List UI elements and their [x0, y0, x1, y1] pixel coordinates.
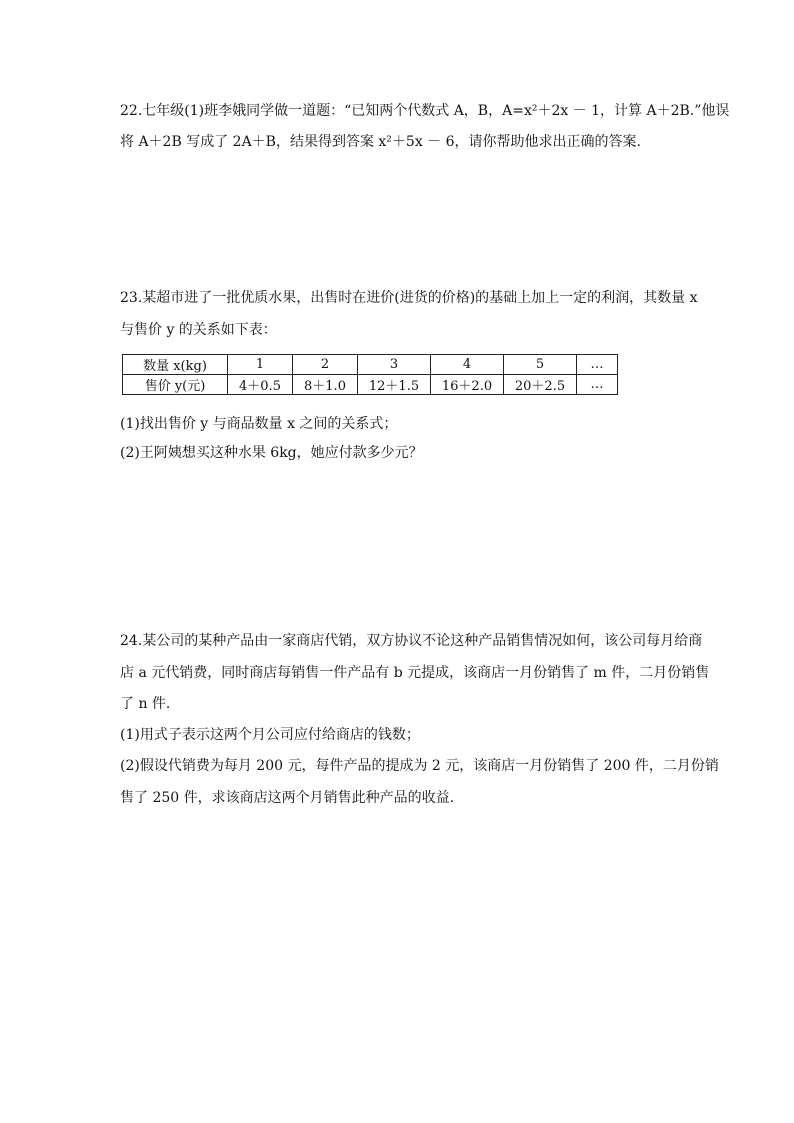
q24-part-2-line-1: (2)假设代销费为每月 200 元，每件产品的提成为 2 元，该商店一月份销售了 200 件，二月份销 [120, 758, 719, 774]
table-row [123, 375, 618, 395]
q22-line-2: 将 A＋2B 写成了 2A＋B，结果得到答案 x²＋5x － 6，请你帮助他求出正确的答案. [120, 134, 641, 150]
table-cell: 4 [431, 355, 504, 375]
table-cell: 数量 x(kg) [123, 355, 228, 375]
table-row [123, 355, 618, 375]
table-cell: 2 [293, 355, 358, 375]
table-cell: 16＋2.0 [431, 375, 504, 395]
q23-part-1: (1)找出售价 y 与商品数量 x 之间的关系式； [120, 416, 398, 432]
table-cell: 1 [228, 355, 293, 375]
q24-part-1: (1)用式子表示这两个月公司应付给商店的钱数； [120, 727, 420, 743]
table-cell: 3 [358, 355, 431, 375]
q24-line-2: 店 a 元代销费，同时商店每销售一件产品有 b 元提成，该商店一月份销售了 m 件，二月份销售 [120, 665, 710, 681]
q22-line-1: 22.七年级(1)班李娥同学做一道题：“已知两个代数式 A，B，A=x²＋2x － 1，计算 A＋2B.”他误 [120, 103, 730, 119]
table-cell: 4＋0.5 [228, 375, 293, 395]
q24-line-1: 24.某公司的某种产品由一家商店代销，双方协议不论这种产品销售情况如何，该公司每月给商 [120, 633, 703, 649]
q23-table [122, 354, 618, 395]
q24-part-2-line-2: 售了 250 件，求该商店这两个月销售此种产品的收益. [120, 790, 455, 806]
table-cell: 8＋1.0 [293, 375, 358, 395]
q24-line-3: 了 n 件. [120, 696, 171, 712]
table-cell: 售价 y(元) [123, 375, 228, 395]
table-cell: … [577, 355, 618, 375]
table-cell: 5 [504, 355, 577, 375]
q23-line-2: 与售价 y 的关系如下表： [120, 322, 277, 338]
table-cell: 20＋2.5 [504, 375, 577, 395]
table-cell: 12＋1.5 [358, 375, 431, 395]
q23-part-2: (2)王阿姨想买这种水果 6kg，她应付款多少元？ [120, 445, 423, 461]
q23-line-1: 23.某超市进了一批优质水果，出售时在进价(进货的价格)的基础上加上一定的利润，其数量 x [120, 290, 698, 306]
table-cell: … [577, 375, 618, 395]
